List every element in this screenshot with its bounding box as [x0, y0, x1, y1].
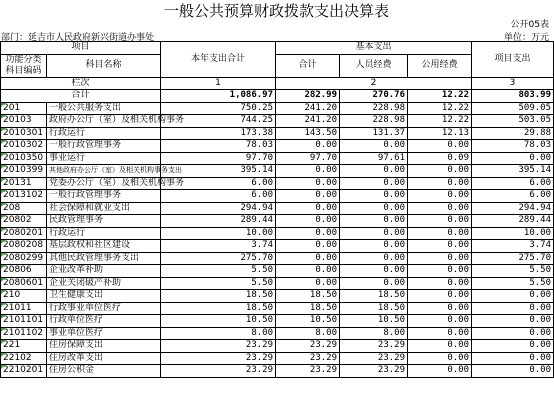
cell-marker-icon [1, 103, 5, 107]
row-basic: 143.50 [276, 127, 340, 140]
row-name: 行政运行 [47, 127, 161, 140]
cell-marker-icon [1, 253, 5, 257]
row-code [1, 240, 47, 253]
row-project: 0.00 [472, 340, 554, 353]
row-name: 一般行政管理事务 [47, 140, 161, 153]
cell-marker-icon [1, 278, 5, 282]
cell-marker-icon [1, 165, 5, 169]
table-row [1, 340, 554, 353]
row-name: 卫生健康支出 [47, 290, 161, 303]
row-total: 10.50 [161, 315, 276, 328]
header-public: 公用经费 [408, 54, 472, 77]
row-name: 行政单位医疗 [47, 315, 161, 328]
row-basic: 241.20 [276, 102, 340, 115]
row-personnel: 97.61 [340, 152, 408, 165]
row-public: 0.00 [408, 315, 472, 328]
total-label: 合计 [1, 90, 161, 103]
row-public: 0.00 [408, 302, 472, 315]
row-personnel: 8.00 [340, 327, 408, 340]
col-index-2: 2 [276, 77, 472, 90]
row-project: 5.50 [472, 277, 554, 290]
row-code [1, 165, 47, 178]
row-code-text: 2010399 [3, 165, 44, 176]
cell-marker-icon [1, 190, 5, 194]
table-row [1, 302, 554, 315]
row-personnel: 0.00 [340, 265, 408, 278]
total-public: 12.22 [408, 90, 472, 103]
row-name: 事业运行 [47, 152, 161, 165]
unit-label: 单位：万元 [503, 33, 549, 43]
row-total: 750.25 [161, 102, 276, 115]
row-basic: 0.00 [276, 140, 340, 153]
row-code-text: 2101101 [3, 315, 44, 326]
row-basic: 0.00 [276, 165, 340, 178]
row-name: 社会保障和就业支出 [47, 202, 161, 215]
table-row [1, 190, 554, 203]
header-project-expenditure: 项目支出 [472, 42, 554, 78]
row-personnel: 0.00 [340, 215, 408, 228]
row-project: 294.94 [472, 202, 554, 215]
row-personnel: 0.00 [340, 277, 408, 290]
row-basic: 0.00 [276, 265, 340, 278]
row-project: 509.05 [472, 102, 554, 115]
row-project: 0.00 [472, 290, 554, 303]
row-public: 0.00 [408, 265, 472, 278]
cell-marker-icon [1, 240, 5, 244]
row-name: 事业单位医疗 [47, 327, 161, 340]
row-total: 3.74 [161, 240, 276, 253]
row-public: 0.00 [408, 140, 472, 153]
row-code [1, 315, 47, 328]
col-index-3: 3 [472, 77, 554, 90]
row-public: 0.00 [408, 290, 472, 303]
header-item-name: 科目名称 [47, 54, 161, 77]
row-name: 民政管理事务 [47, 215, 161, 228]
row-personnel: 0.00 [340, 252, 408, 265]
row-total: 23.29 [161, 340, 276, 353]
department-label: 部门：延吉市人民政府新兴街道办事处 [1, 33, 155, 43]
cell-marker-icon [1, 315, 5, 319]
row-code [1, 352, 47, 365]
row-total: 395.14 [161, 165, 276, 178]
row-project: 6.00 [472, 177, 554, 190]
table-row [1, 277, 554, 290]
row-total: 6.00 [161, 190, 276, 203]
table-row [1, 365, 554, 378]
table-row [1, 327, 554, 340]
table-row [1, 127, 554, 140]
row-index-label: 栏次 [1, 77, 161, 90]
row-name: 政府办公厅（室）及相关机构事务 [47, 115, 161, 128]
cell-marker-icon [1, 128, 5, 132]
row-basic: 0.00 [276, 252, 340, 265]
table-row [1, 165, 554, 178]
row-code [1, 365, 47, 378]
row-code-text: 201 [3, 102, 21, 113]
row-name: 行政事业单位医疗 [47, 302, 161, 315]
table-row [1, 140, 554, 153]
row-personnel: 131.37 [340, 127, 408, 140]
total-personnel: 270.76 [340, 90, 408, 103]
row-public: 0.00 [408, 190, 472, 203]
row-code [1, 140, 47, 153]
row-basic: 0.00 [276, 190, 340, 203]
table-row [1, 315, 554, 328]
row-project: 78.03 [472, 140, 554, 153]
row-personnel: 0.00 [340, 227, 408, 240]
row-name: 企业关闭破产补助 [47, 277, 161, 290]
header-subtotal: 合计 [276, 54, 340, 77]
row-total: 23.29 [161, 352, 276, 365]
row-code-text: 2010301 [3, 127, 44, 138]
row-project: 0.00 [472, 327, 554, 340]
row-total: 18.50 [161, 290, 276, 303]
row-personnel: 0.00 [340, 240, 408, 253]
row-project: 395.14 [472, 165, 554, 178]
header-project: 项目 [1, 42, 161, 55]
table-row [1, 115, 554, 128]
row-basic: 0.00 [276, 227, 340, 240]
row-project: 0.00 [472, 152, 554, 165]
table-row [1, 240, 554, 253]
row-basic: 0.00 [276, 177, 340, 190]
row-basic: 97.70 [276, 152, 340, 165]
row-code-text: 221 [3, 340, 21, 351]
row-code-text: 20103 [3, 115, 32, 126]
row-name: 其他政府办公厅（室）及相关机构事务支出 [47, 165, 161, 178]
row-code [1, 215, 47, 228]
row-basic: 18.50 [276, 302, 340, 315]
row-code [1, 252, 47, 265]
form-number: 公开05表 [510, 20, 549, 30]
page-title: 一般公共预算财政拨款支出决算表 [163, 2, 389, 20]
row-name: 基层政权和社区建设 [47, 240, 161, 253]
table-row [1, 265, 554, 278]
row-public: 0.00 [408, 352, 472, 365]
row-personnel: 10.50 [340, 315, 408, 328]
row-total: 5.50 [161, 277, 276, 290]
row-basic: 10.50 [276, 315, 340, 328]
header-func-code [1, 54, 47, 77]
header-func-code-line1: 功能分类 [5, 54, 42, 65]
row-project: 10.00 [472, 227, 554, 240]
row-total: 18.50 [161, 302, 276, 315]
row-code [1, 102, 47, 115]
row-basic: 18.50 [276, 290, 340, 303]
row-code-text: 2080201 [3, 227, 44, 238]
row-public: 12.13 [408, 127, 472, 140]
row-public: 0.00 [408, 365, 472, 378]
table-row [1, 202, 554, 215]
row-total: 744.25 [161, 115, 276, 128]
row-project: 0.00 [472, 315, 554, 328]
row-public: 0.00 [408, 177, 472, 190]
row-code [1, 290, 47, 303]
cell-marker-icon [1, 178, 5, 182]
row-public: 0.00 [408, 277, 472, 290]
row-public: 0.00 [408, 252, 472, 265]
header-personnel: 人员经费 [340, 54, 408, 77]
row-public: 0.00 [408, 165, 472, 178]
row-code-text: 22102 [3, 352, 32, 363]
row-basic: 0.00 [276, 277, 340, 290]
row-name: 一般公共服务支出 [47, 102, 161, 115]
row-total: 8.00 [161, 327, 276, 340]
total-value: 1,086.97 [161, 90, 276, 103]
row-code [1, 340, 47, 353]
row-total: 78.03 [161, 140, 276, 153]
table-row [1, 215, 554, 228]
row-personnel: 23.29 [340, 340, 408, 353]
header-row-1 [1, 42, 554, 55]
row-public: 0.00 [408, 327, 472, 340]
row-code-text: 2010302 [3, 140, 44, 151]
cell-marker-icon [1, 265, 5, 269]
row-project: 0.00 [472, 365, 554, 378]
row-basic: 0.00 [276, 215, 340, 228]
row-code [1, 115, 47, 128]
row-basic: 0.00 [276, 240, 340, 253]
col-index-1: 1 [161, 77, 276, 90]
row-code [1, 327, 47, 340]
row-project: 5.50 [472, 265, 554, 278]
row-code [1, 277, 47, 290]
row-code-text: 2013102 [3, 190, 44, 201]
cell-marker-icon [1, 115, 5, 119]
row-code-text: 2080299 [3, 252, 44, 263]
row-personnel: 0.00 [340, 165, 408, 178]
table-row [1, 102, 554, 115]
row-public: 12.22 [408, 102, 472, 115]
total-basic: 282.99 [276, 90, 340, 103]
row-code-text: 2101102 [3, 327, 44, 338]
row-code-text: 2080208 [3, 240, 44, 251]
row-personnel: 23.29 [340, 365, 408, 378]
row-code-text: 2080601 [3, 277, 44, 288]
row-personnel: 18.50 [340, 290, 408, 303]
cell-marker-icon [1, 328, 5, 332]
row-code-text: 208 [3, 202, 21, 213]
row-name: 住房改革支出 [47, 352, 161, 365]
total-row [1, 90, 554, 103]
expenditure-table [0, 41, 554, 378]
row-project: 0.00 [472, 302, 554, 315]
row-name: 行政运行 [47, 227, 161, 240]
row-personnel: 228.98 [340, 102, 408, 115]
row-public: 0.00 [408, 227, 472, 240]
row-name: 一般行政管理事务 [47, 190, 161, 203]
row-code-text: 20806 [3, 265, 32, 276]
row-project: 289.44 [472, 215, 554, 228]
table-row [1, 227, 554, 240]
row-code [1, 127, 47, 140]
row-name: 党委办公厅（室）及相关机构事务 [47, 177, 161, 190]
cell-marker-icon [1, 215, 5, 219]
row-name: 企业改革补助 [47, 265, 161, 278]
row-personnel: 0.00 [340, 190, 408, 203]
table-row [1, 152, 554, 165]
cell-marker-icon [1, 140, 5, 144]
row-total: 10.00 [161, 227, 276, 240]
total-project: 803.99 [472, 90, 554, 103]
row-basic: 8.00 [276, 327, 340, 340]
row-code-text: 210 [3, 290, 21, 301]
row-total: 23.29 [161, 365, 276, 378]
cell-marker-icon [1, 228, 5, 232]
cell-marker-icon [1, 303, 5, 307]
row-code [1, 302, 47, 315]
row-total: 275.70 [161, 252, 276, 265]
row-public: 0.09 [408, 152, 472, 165]
row-basic: 23.29 [276, 340, 340, 353]
table-row [1, 352, 554, 365]
row-total: 5.50 [161, 265, 276, 278]
row-code-text: 2010350 [3, 152, 44, 163]
cell-marker-icon [1, 340, 5, 344]
row-personnel: 0.00 [340, 177, 408, 190]
row-basic: 0.00 [276, 202, 340, 215]
row-total: 173.38 [161, 127, 276, 140]
row-code-text: 21011 [3, 302, 32, 313]
row-personnel: 23.29 [340, 352, 408, 365]
row-name: 住房保障支出 [47, 340, 161, 353]
row-code-text: 20131 [3, 177, 32, 188]
row-total: 289.44 [161, 215, 276, 228]
row-basic: 23.29 [276, 352, 340, 365]
row-code [1, 177, 47, 190]
row-personnel: 0.00 [340, 140, 408, 153]
row-code [1, 265, 47, 278]
header-total-this-year: 本年支出合计 [161, 42, 276, 78]
index-row [1, 77, 554, 90]
row-public: 12.22 [408, 115, 472, 128]
row-public: 0.00 [408, 240, 472, 253]
row-basic: 23.29 [276, 365, 340, 378]
cell-marker-icon [1, 353, 5, 357]
table-row [1, 290, 554, 303]
row-project: 3.74 [472, 240, 554, 253]
row-basic: 241.20 [276, 115, 340, 128]
row-total: 294.94 [161, 202, 276, 215]
row-personnel: 0.00 [340, 202, 408, 215]
cell-marker-icon [1, 290, 5, 294]
header-func-code-line2: 科目编码 [5, 65, 42, 76]
row-public: 0.00 [408, 202, 472, 215]
row-code-text: 2210201 [3, 365, 44, 376]
row-personnel: 228.98 [340, 115, 408, 128]
table-row [1, 177, 554, 190]
row-code [1, 190, 47, 203]
row-public: 0.00 [408, 215, 472, 228]
row-total: 97.70 [161, 152, 276, 165]
cell-marker-icon [1, 203, 5, 207]
row-name: 住房公积金 [47, 365, 161, 378]
row-code [1, 202, 47, 215]
row-name: 其他民政管理事务支出 [47, 252, 161, 265]
cell-marker-icon [1, 365, 5, 369]
row-code [1, 152, 47, 165]
row-code [1, 227, 47, 240]
row-project: 6.00 [472, 190, 554, 203]
header-basic-expenditure: 基本支出 [276, 42, 472, 55]
row-public: 0.00 [408, 340, 472, 353]
row-project: 275.70 [472, 252, 554, 265]
table-row [1, 252, 554, 265]
row-project: 0.00 [472, 352, 554, 365]
row-total: 6.00 [161, 177, 276, 190]
row-personnel: 18.50 [340, 302, 408, 315]
row-project: 29.88 [472, 127, 554, 140]
row-project: 503.05 [472, 115, 554, 128]
cell-marker-icon [1, 153, 5, 157]
row-code-text: 20802 [3, 215, 32, 226]
